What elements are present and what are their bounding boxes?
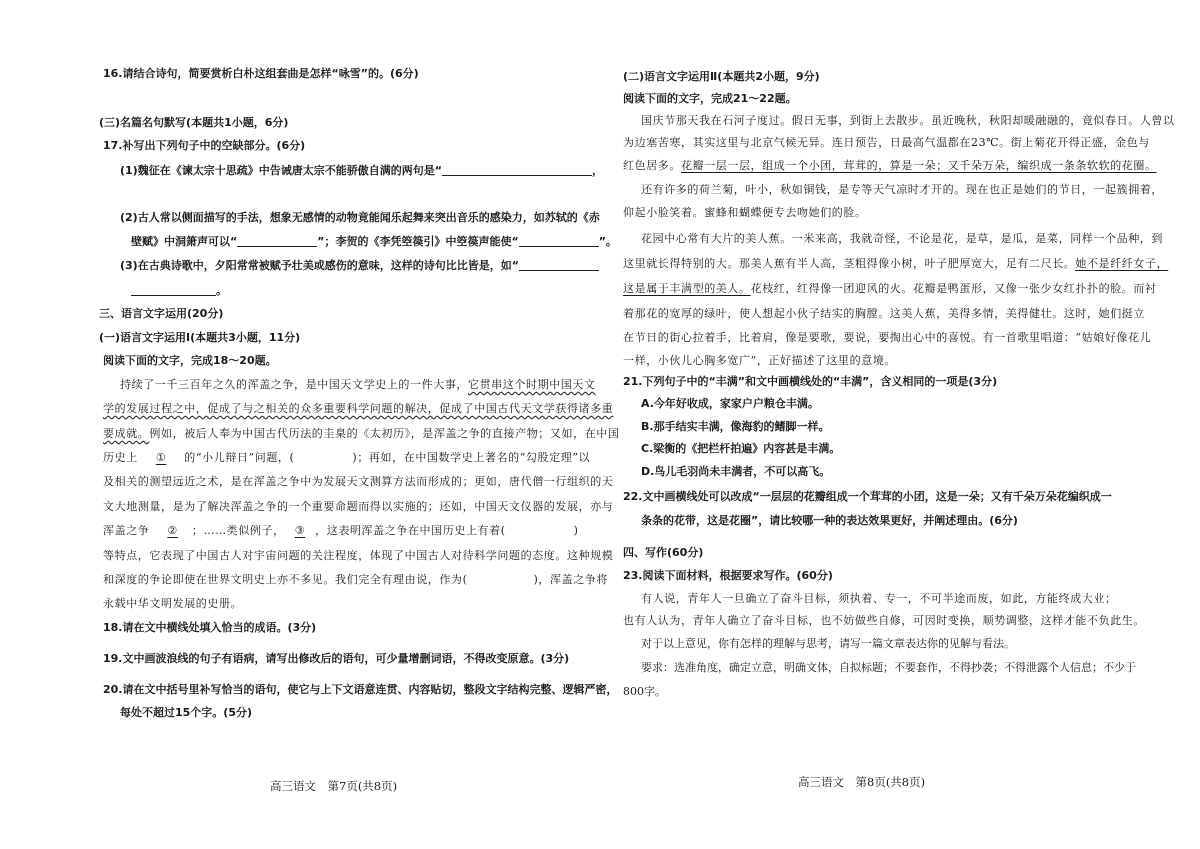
reading-instruction-2: 阅读下面的文字，完成21～22题。 — [623, 92, 797, 105]
question-22-line1: 22.文中画横线处可以改成“一层层的花瓣组成一个茸茸的小团，这是一朵；又有千朵万朵花编织成一 — [623, 490, 1112, 503]
passage-line-5: 及相关的测望远近之术，是在浑盖之争中为发展天文测算方法而形成的；更如，唐代僧一行组织的天 — [103, 475, 614, 488]
subsection-2-heading: (二)语言文字运用Ⅱ(本题共2小题，9分) — [623, 70, 820, 83]
passage2-line-8 — [623, 281, 1157, 297]
question-22-line2: 条条的花带，这是花圈”，请比较哪一种的表达效果更好，并阐述理由。(6分) — [641, 514, 1018, 527]
passage-line-4 — [103, 450, 590, 466]
passage-line-3 — [103, 426, 620, 442]
question-17-3-line1 — [120, 258, 599, 274]
passage-text: 浑盖之争 — [103, 524, 150, 537]
passage2-line-11: 一样，小伙儿心胸多宽广”，正好描述了这里的意境。 — [623, 354, 897, 367]
subsection-1-heading: (一)语言文字运用Ⅰ(本题共3小题，11分) — [99, 331, 301, 344]
part-3-heading: 三、语言文字运用(20分) — [99, 307, 224, 320]
answer-blank[interactable] — [131, 283, 216, 296]
passage-text: 例如，被后人奉为中国古代历法的圭臬的《太初历》，是浑盖之争的直接产物；又如，在中国 — [149, 427, 620, 440]
writing-material-line-2: 也有人认为，青年人确立了奋斗目标，也不妨做些自修，可因时变换，顺势调整，这样才能不负此生。 — [623, 614, 1145, 627]
passage-text: ；……类似例子， — [191, 524, 285, 537]
page-footer: 高三语文 第8页(共8页) — [798, 775, 926, 789]
passage2-line-9: 着那花的宽厚的绿叶，使人想起小伙子结实的胸膛。这美人蕉，美得多情，美得健壮。这时，她们挺立 — [623, 307, 1145, 320]
passage-text: )，浑盖之争将 — [533, 573, 608, 586]
question-17-2-line2 — [131, 234, 617, 250]
passage2-line-7 — [623, 256, 1168, 272]
passage-text: 持续了一千三百年之久的浑盖之争，是中国天文学史上的一件大事， — [120, 378, 468, 391]
part-4-heading: 四、写作(60分) — [623, 546, 704, 559]
wavy-sentence: 它贯串这个时期中国天文 — [468, 378, 596, 391]
passage-text: 历史上 — [103, 451, 138, 464]
q17-1-tail: ， — [591, 164, 603, 177]
answer-blank[interactable] — [519, 258, 599, 271]
option-b[interactable]: B.那手结实丰满，像海豹的鳍脚一样。 — [641, 420, 830, 433]
passage2-line-3 — [623, 158, 1157, 174]
question-21: 21.下列句子中的“丰满”和文中画横线处的“丰满”，含义相同的一项是(3分) — [623, 375, 998, 388]
passage-text: 和深度的争论即使在世界文明史上亦不多见。我们完全有理由说，作为( — [103, 573, 468, 586]
blank-marker-1[interactable]: ① — [155, 451, 167, 464]
question-16: 16.请结合诗句，简要赏析白朴这组套曲是怎样“咏雪”的。(6分) — [103, 67, 419, 80]
q17-2-text-a: 壁赋》中洞箫声可以“ — [131, 235, 238, 248]
underlined-sentence: 花瓣一层一层，组成一个小团，茸茸的，算是一朵；又千朵万朵，编织成一条条软软的花圈。 — [681, 159, 1157, 172]
question-19: 19.文中画波浪线的句子有语病，请写出修改后的语句，可少量增删词语，不得改变原意。(3分) — [103, 652, 570, 665]
question-18: 18.请在文中横线处填入恰当的成语。(3分) — [103, 621, 317, 634]
question-17: 17.补写出下列句子中的空缺部分。(6分) — [103, 139, 306, 152]
option-c[interactable]: C.梁衡的《把栏杆拍遍》内容甚是丰满。 — [641, 442, 841, 455]
writing-prompt: 对于以上意见，你有怎样的理解与思考，请写一篇文章表达你的见解与看法。 — [641, 637, 1015, 650]
passage-line-10: 永载中华文明发展的史册。 — [103, 597, 243, 610]
page-8 — [600, 0, 1200, 849]
question-20-line2: 每处不超过15个字。(5分) — [120, 706, 253, 719]
writing-requirements: 要求：选准角度，确定立意，明确文体，自拟标题；不要套作，不得抄袭；不得泄露个人信息；不少于 — [641, 661, 1136, 674]
passage2-line-10: 在节日的街心拉着手，比着肩，像是要歌，要说，要掏出心中的喜悦。有一首歌里唱道：“姑娘好像花儿 — [623, 331, 1152, 344]
question-20-line1: 20.请在文中括号里补写恰当的语句，使它与上下文语意连贯、内容贴切，整段文字结构完整、逻辑严密， — [103, 683, 618, 696]
writing-material-line-1: 有人说，青年人一旦确立了奋斗目标，须执着、专一，不可半途而废，如此，方能终成大业； — [641, 592, 1117, 605]
underlined-sentence: 她不是纤纤女子， — [1075, 257, 1169, 270]
wavy-sentence: 学的发展过程之中，促成了与之相关的众多重要科学问题的解决，促成了中国古代天文学获得诸多重 — [103, 402, 614, 415]
passage-line-9 — [103, 572, 608, 588]
page-footer: 高三语文 第7页(共8页) — [270, 779, 398, 793]
passage-line-8: 等特点，它表现了中国古人对宇宙问题的关注程度，体现了中国古人对待科学问题的态度。这种规模 — [103, 549, 614, 562]
passage-line-2 — [103, 401, 613, 417]
passage-text: 的“小儿辩日”问题，( — [184, 451, 295, 464]
passage-text: 花枝红，红得像一团迎风的火。花瓣是鸭蛋形，又像一张少女红扑扑的脸。而衬 — [750, 282, 1157, 295]
passage-text: ) — [573, 524, 579, 537]
passage-text: ，这表明浑盖之争在中国历史上有着( — [315, 524, 506, 537]
question-17-3-line2 — [131, 283, 227, 299]
blank-marker-3[interactable]: ③ — [294, 524, 306, 537]
passage-line-7 — [103, 523, 579, 539]
q17-3-tail: 。 — [216, 284, 227, 297]
question-23: 23.阅读下面材料，根据要求写作。(60分) — [623, 569, 833, 582]
writing-requirements-cont: 800字。 — [623, 685, 666, 698]
answer-blank[interactable] — [442, 163, 592, 176]
passage-line-1 — [120, 377, 596, 393]
q17-2-text-b: ”；李贺的《李凭箜篌引》中箜篌声能使“ — [317, 235, 519, 248]
passage-text: 这里就长得特别的大。那美人蕉有半人高，茎粗得像小树，叶子肥厚宽大，足有二尺长。 — [623, 257, 1076, 270]
q17-1-text: (1)魏征在《谏太宗十思疏》中告诫唐太宗不能骄傲自满的两句是“ — [120, 164, 442, 177]
passage2-line-5: 仰起小脸笑着。蜜蜂和蝴蝶便专去吻她们的脸。 — [623, 206, 867, 219]
wavy-sentence: 要成就。 — [103, 427, 150, 440]
q17-2-text-c: ”。 — [598, 235, 617, 248]
passage2-line-1: 国庆节那天我在石河子度过。假日无事，到街上去散步。虽近晚秋，秋阳却暖融融的，竟似春日。人曾以 — [641, 114, 1175, 127]
reading-instruction-1: 阅读下面的文字，完成18～20题。 — [103, 354, 277, 367]
blank-marker-2[interactable]: ② — [167, 524, 178, 537]
option-a[interactable]: A.今年好收成，家家户户粮仓丰满。 — [641, 397, 819, 410]
answer-blank[interactable] — [519, 234, 599, 247]
passage-text: 红色居多。 — [623, 159, 681, 172]
question-17-2-line1: (2)古人常以侧面描写的手法，想象无感情的动物竟能闻乐起舞来突出音乐的感染力，如苏轼的《赤 — [120, 211, 600, 224]
option-d[interactable]: D.鸟儿毛羽尚未丰满者，不可以高飞。 — [641, 465, 831, 478]
passage2-line-2: 为边塞苦寒，其实这里与北京气候无异。连日预告，日最高气温都在23℃。街上菊花开得正盛，金色与 — [623, 136, 1150, 149]
q17-3-text: (3)在古典诗歌中，夕阳常常被赋予壮美或感伤的意味，这样的诗句比比皆是，如“ — [120, 259, 519, 272]
underlined-sentence: 这是属于丰满型的美人。 — [623, 282, 751, 295]
passage-text: )；再如，在中国数学史上著名的“勾股定理”以 — [352, 451, 591, 464]
question-17-1 — [120, 163, 603, 179]
passage2-line-4: 还有许多的荷兰菊，叶小，秋如铜钱，是专等天气凉时才开的。现在也正是她们的节日，一起簇拥着， — [641, 183, 1163, 196]
passage-line-6: 文大地测量，是为了解决浑盖之争的一个重要命题而得以实施的；还如，中国天文仪器的发展，亦与 — [103, 500, 614, 513]
answer-blank[interactable] — [237, 234, 317, 247]
passage2-line-6: 花园中心常有大片的美人蕉。一米来高，我就奇怪，不论是花，是草，是瓜，是菜，同样一个品种，到 — [641, 232, 1163, 245]
section-3-heading: (三)名篇名句默写(本题共1小题，6分) — [99, 116, 289, 129]
